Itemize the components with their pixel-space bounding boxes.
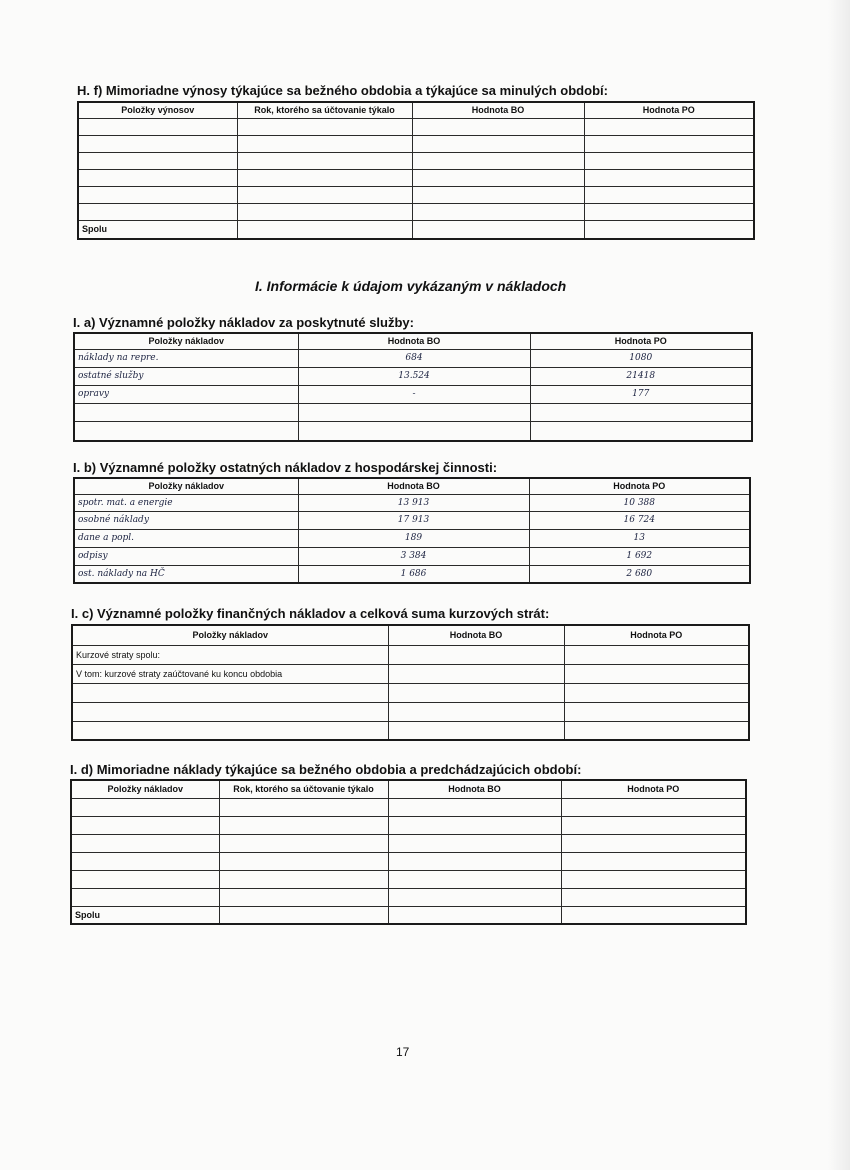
table-cell: 10 388 (529, 494, 750, 511)
column-header: Hodnota BO (388, 625, 564, 645)
table-cell (564, 702, 749, 721)
table-cell (78, 169, 237, 186)
table-cell (219, 834, 388, 852)
table-cell: osobné náklady (74, 511, 298, 529)
table-row (71, 906, 746, 924)
table-cell (584, 203, 754, 220)
table-cell (237, 152, 412, 169)
table-cell (388, 906, 561, 924)
table-cell (237, 169, 412, 186)
table-cell: 16 724 (529, 511, 750, 529)
table-row (72, 721, 749, 740)
column-header: Rok, ktorého sa účtovanie týkalo (237, 102, 412, 118)
table-cell (561, 798, 746, 816)
table-cell (412, 135, 584, 152)
table-cell (388, 721, 564, 740)
table-cell (71, 888, 219, 906)
table-cell (561, 888, 746, 906)
table-cell (388, 645, 564, 664)
table-cell: ost. náklady na HČ (74, 565, 298, 583)
table-cell (237, 135, 412, 152)
table-cell: spotr. mat. a energie (74, 494, 298, 511)
table-cell (71, 834, 219, 852)
table-row (78, 186, 754, 203)
table-cell (561, 834, 746, 852)
section-ic-table (71, 624, 750, 741)
table-cell: 13.524 (298, 367, 530, 385)
table-cell (388, 798, 561, 816)
table-cell (388, 888, 561, 906)
column-header: Hodnota BO (388, 780, 561, 798)
table-cell (219, 798, 388, 816)
table-cell (561, 870, 746, 888)
page-edge-shadow (828, 0, 850, 1170)
page-number: 17 (396, 1045, 410, 1059)
table-cell (388, 683, 564, 702)
table-cell (530, 421, 752, 441)
table-cell: 684 (298, 349, 530, 367)
table-cell: 17 913 (298, 511, 529, 529)
table-cell (412, 186, 584, 203)
table-row (74, 349, 752, 367)
table-cell (584, 135, 754, 152)
section-ib-table (73, 477, 751, 584)
table-cell (78, 203, 237, 220)
table-cell: V tom: kurzové straty zaúčtované ku koncu obdobia (72, 664, 388, 683)
table-cell (584, 152, 754, 169)
table-cell (388, 870, 561, 888)
table-cell (219, 852, 388, 870)
table-cell: 189 (298, 529, 529, 547)
table-cell (71, 852, 219, 870)
column-header: Položky nákladov (71, 780, 219, 798)
table-row (78, 152, 754, 169)
table-row (78, 118, 754, 135)
table-row (72, 664, 749, 683)
table-cell: Spolu (71, 906, 219, 924)
table-cell (237, 186, 412, 203)
table-row (74, 547, 750, 565)
table-cell (78, 135, 237, 152)
table-row (71, 816, 746, 834)
table-row (72, 645, 749, 664)
table-cell (219, 906, 388, 924)
section-ia-table (73, 332, 753, 442)
table-cell (564, 721, 749, 740)
table-cell: 1 686 (298, 565, 529, 583)
table-cell (584, 186, 754, 203)
column-header: Položky nákladov (74, 333, 298, 349)
table-row (74, 385, 752, 403)
table-cell (388, 834, 561, 852)
table-cell (237, 203, 412, 220)
table-cell: Kurzové straty spolu: (72, 645, 388, 664)
table-cell (564, 645, 749, 664)
table-row (71, 834, 746, 852)
table-row (74, 421, 752, 441)
table-cell (412, 220, 584, 239)
table-cell (72, 683, 388, 702)
table-row (71, 888, 746, 906)
table-cell (584, 169, 754, 186)
table-cell (388, 852, 561, 870)
table-row (78, 220, 754, 239)
table-row (71, 870, 746, 888)
table-cell (561, 906, 746, 924)
table-row (78, 169, 754, 186)
column-header: Hodnota BO (298, 478, 529, 494)
table-row (72, 683, 749, 702)
table-cell: 1 692 (529, 547, 750, 565)
table-row (78, 203, 754, 220)
table-cell (78, 186, 237, 203)
table-cell (388, 702, 564, 721)
column-header: Hodnota BO (412, 102, 584, 118)
table-cell (219, 870, 388, 888)
table-cell (72, 721, 388, 740)
table-cell (219, 816, 388, 834)
section-id-title: I. d) Mimoriadne náklady týkajúce sa bežného obdobia a predchádzajúcich období: (70, 762, 582, 777)
table-cell (237, 118, 412, 135)
table-cell (564, 683, 749, 702)
table-cell: - (298, 385, 530, 403)
table-row (74, 367, 752, 385)
column-header: Hodnota PO (530, 333, 752, 349)
table-cell (74, 421, 298, 441)
column-header: Hodnota PO (564, 625, 749, 645)
table-cell (78, 152, 237, 169)
table-cell (78, 118, 237, 135)
table-row (78, 135, 754, 152)
table-cell (71, 870, 219, 888)
table-cell (74, 403, 298, 421)
section-hf-table (77, 101, 755, 240)
table-cell: 177 (530, 385, 752, 403)
section-ib-title: I. b) Významné položky ostatných nákladov z hospodárskej činnosti: (73, 460, 498, 475)
table-row (74, 403, 752, 421)
table-row (74, 494, 750, 511)
table-cell (584, 118, 754, 135)
table-cell (412, 118, 584, 135)
column-header: Hodnota PO (529, 478, 750, 494)
table-row (71, 852, 746, 870)
table-cell: opravy (74, 385, 298, 403)
table-cell (219, 888, 388, 906)
column-header: Položky výnosov (78, 102, 237, 118)
section-i-title: I. Informácie k údajom vykázaným v nákladoch (255, 278, 567, 294)
column-header: Rok, ktorého sa účtovanie týkalo (219, 780, 388, 798)
column-header: Položky nákladov (74, 478, 298, 494)
table-cell (530, 403, 752, 421)
table-cell: odpisy (74, 547, 298, 565)
table-cell (412, 203, 584, 220)
table-row (74, 565, 750, 583)
table-cell: 13 (529, 529, 750, 547)
table-row (74, 529, 750, 547)
table-cell (561, 852, 746, 870)
table-cell: 2 680 (529, 565, 750, 583)
table-cell: dane a popl. (74, 529, 298, 547)
table-cell (564, 664, 749, 683)
table-cell: náklady na repre. (74, 349, 298, 367)
table-cell: Spolu (78, 220, 237, 239)
table-cell (412, 152, 584, 169)
column-header: Položky nákladov (72, 625, 388, 645)
column-header: Hodnota PO (584, 102, 754, 118)
table-cell (72, 702, 388, 721)
table-cell (71, 798, 219, 816)
table-cell: 1080 (530, 349, 752, 367)
table-cell: ostatné služby (74, 367, 298, 385)
section-hf-title: H. f) Mimoriadne výnosy týkajúce sa bežného obdobia a týkajúce sa minulých období: (77, 83, 608, 98)
table-cell (71, 816, 219, 834)
table-row (72, 702, 749, 721)
section-id-table (70, 779, 747, 925)
table-cell (388, 664, 564, 683)
column-header: Hodnota BO (298, 333, 530, 349)
table-cell (561, 816, 746, 834)
table-cell: 21418 (530, 367, 752, 385)
table-cell (298, 421, 530, 441)
section-ic-title: I. c) Významné položky finančných nákladov a celková suma kurzových strát: (71, 606, 550, 621)
table-cell (237, 220, 412, 239)
table-cell (298, 403, 530, 421)
table-row (71, 798, 746, 816)
table-cell (388, 816, 561, 834)
table-cell (412, 169, 584, 186)
table-cell: 3 384 (298, 547, 529, 565)
section-ia-title: I. a) Významné položky nákladov za poskytnuté služby: (73, 315, 414, 330)
column-header: Hodnota PO (561, 780, 746, 798)
table-cell (584, 220, 754, 239)
table-cell: 13 913 (298, 494, 529, 511)
table-row (74, 511, 750, 529)
